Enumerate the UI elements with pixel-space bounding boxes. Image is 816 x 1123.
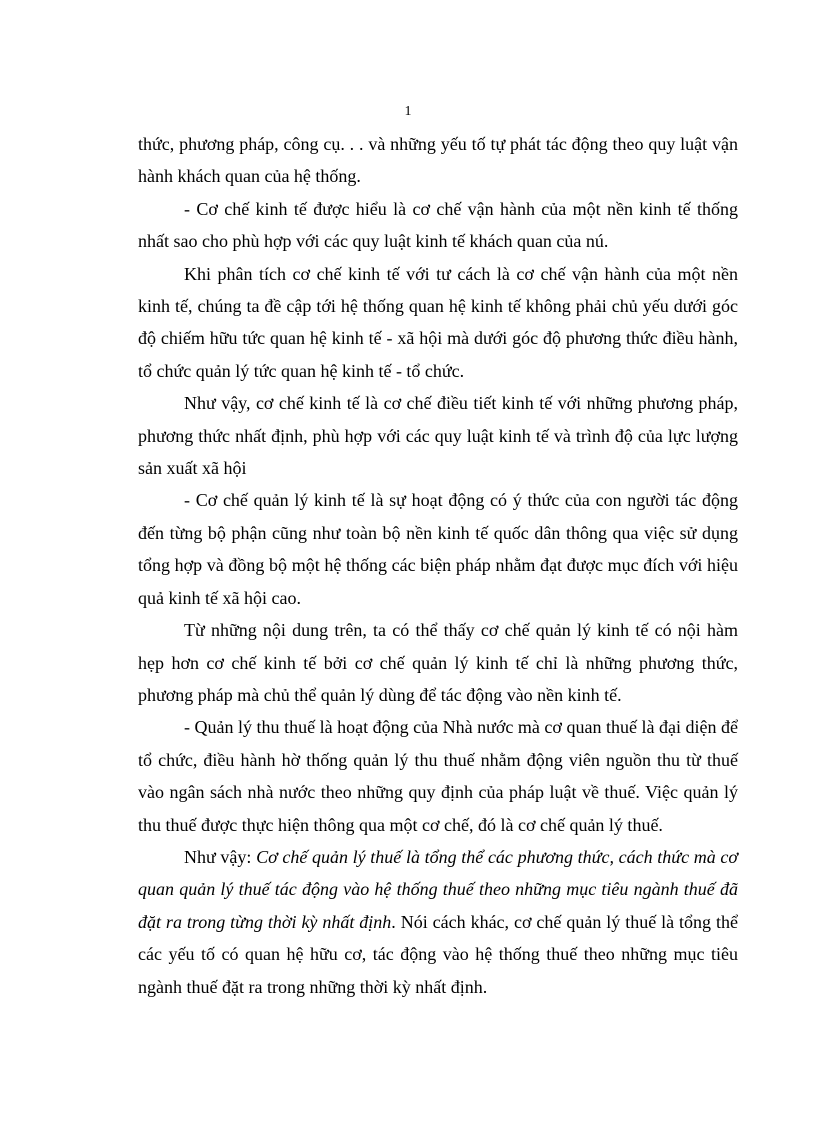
paragraph-management-mechanism: - Cơ chế quản lý kinh tế là sự hoạt động có ý thức của con người tác động đến từng bộ phận cũng như toàn bộ nền kinh tế quốc dân thông qua việc sử dụng tổng hợp và đồng bộ một hệ thống các biện pháp nhằm đạt được mục đích với hiệu quả kinh tế xã hội cao.	[138, 490, 738, 608]
paragraph-tax-definition	[138, 841, 738, 1003]
paragraph-continuation: thức, phương pháp, công cụ. . . và những yếu tố tự phát tác động theo quy luật vận hành khách quan của hệ thống.	[138, 134, 738, 187]
paragraph-summary-mechanism: Như vậy, cơ chế kinh tế là cơ chế điều tiết kinh tế với những phương pháp, phương thức nhất định, phù hợp với các quy luật kinh tế và trình độ của lực lượng sản xuất xã hội	[138, 393, 738, 479]
paragraph-economic-mechanism: - Cơ chế kinh tế được hiểu là cơ chế vận hành của một nền kinh tế thống nhất sao cho phù hợp với các quy luật kinh tế khách quan của nú.	[138, 198, 738, 252]
paragraph-analysis: Khi phân tích cơ chế kinh tế với tư cách là cơ chế vận hành của một nền kinh tế, chúng ta đề cập tới hệ thống quan hệ kinh tế không phải chủ yếu dưới góc độ chiếm hữu tức quan hệ kinh tế - xã hội mà dưới góc độ phương thức điều hành, tổ chức quản lý tức quan hệ kinh tế - tổ chức.	[138, 263, 738, 381]
paragraph-comparison: Từ những nội dung trên, ta có thể thấy cơ chế quản lý kinh tế có nội hàm hẹp hơn cơ chế kinh tế bởi cơ chế quản lý kinh tế chỉ là những phương thức, phương pháp mà chủ thể quản lý dùng để tác động vào nền kinh tế.	[138, 620, 738, 705]
paragraph-tax-collection: - Quản lý thu thuế là hoạt động của Nhà nước mà cơ quan thuế là đại diện để tổ chức, điều hành hờ thống quản lý thu thuế nhằm động viên nguồn thu từ thuế vào ngân sách nhà nước theo những quy định của pháp luật về thuế. Việc quản lý thu thuế được thực hiện thông qua một cơ chế, đó là cơ chế quản lý thuế.	[138, 717, 738, 835]
definition-italic: Cơ chế quản lý thuế là tổng thể các phương thức, cách thức mà cơ quan quản lý thuế tác động vào hệ thống thuế theo những mục tiêu ngành thuế đã đặt ra trong từng thời kỳ nhất định	[138, 846, 739, 932]
definition-tail: . Nói cách khác, cơ chế quản lý thuế là tổng thể các yếu tố có quan hệ hữu cơ, tác động vào hệ thống thuế theo những mục tiêu ngành thuế đặt ra trong những thời kỳ nhất định.	[138, 911, 738, 997]
document-body	[138, 128, 738, 1003]
definition-lead: Như vậy:	[184, 846, 257, 867]
page-number: 1	[404, 104, 412, 119]
